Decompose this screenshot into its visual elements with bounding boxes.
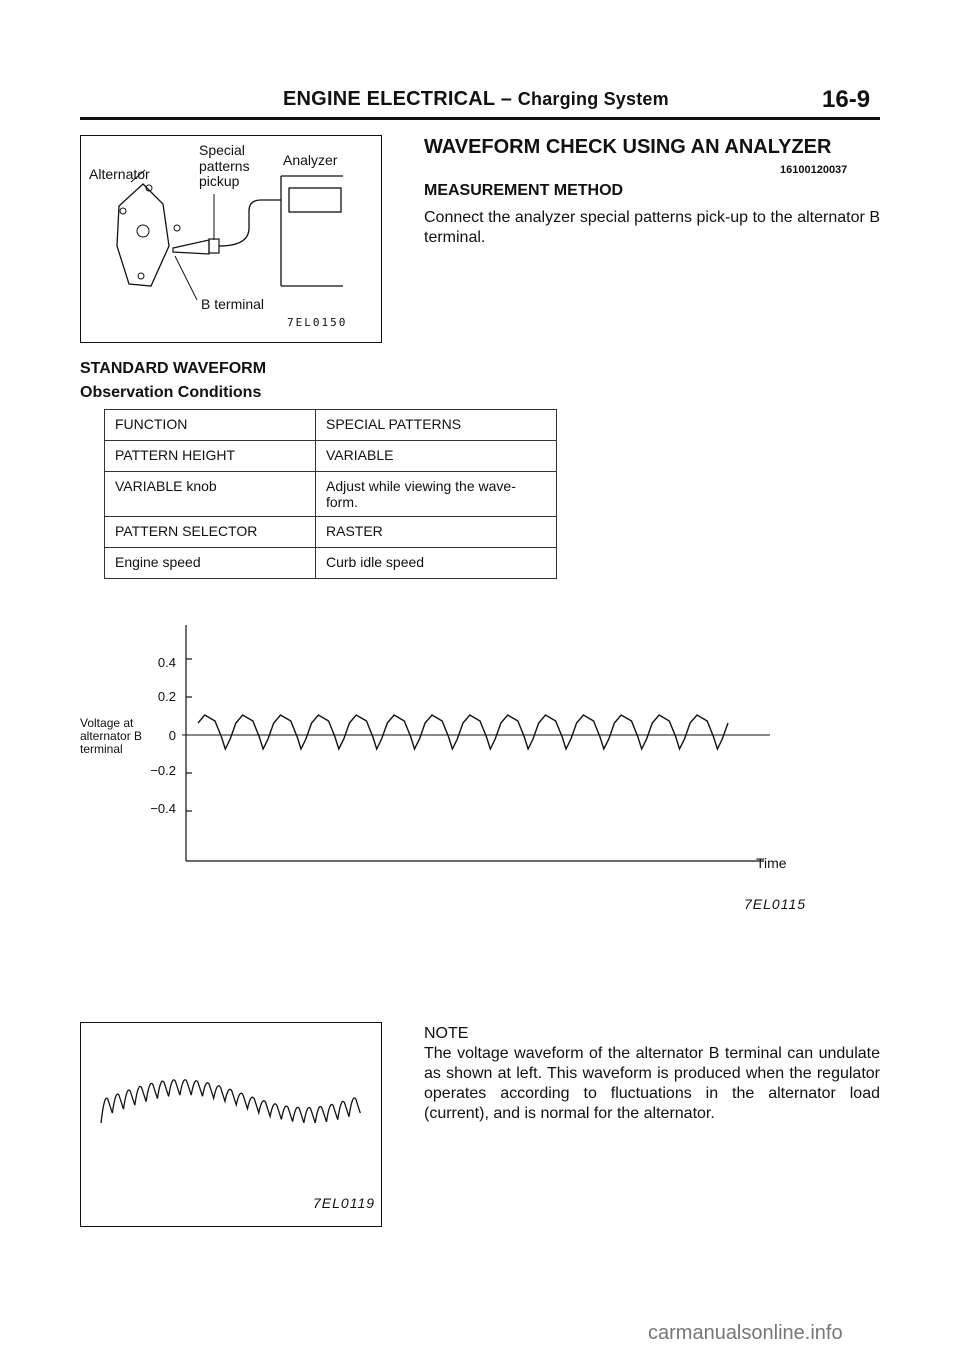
standard-waveform-heading: STANDARD WAVEFORM	[80, 360, 267, 377]
section-code: 16100120037	[780, 164, 848, 176]
table-row	[105, 548, 557, 579]
footer-watermark: carmanualsonline.info	[648, 1322, 843, 1344]
table-cell-value: SPECIAL PATTERNS	[316, 410, 557, 441]
table-row	[105, 472, 557, 517]
waveform-series-line	[198, 715, 728, 749]
figure3-code: 7EL0119	[313, 1195, 376, 1211]
conditions-table	[104, 409, 557, 579]
y-tick-label: 0.4	[157, 655, 176, 670]
table-row	[105, 517, 557, 548]
undulating-waveform-figure	[80, 1022, 382, 1227]
y-tick-label: −0.2	[150, 763, 176, 778]
header-divider	[80, 117, 880, 120]
y-tick-label: 0	[168, 728, 176, 743]
page-header-title	[283, 88, 669, 111]
undulating-waveform-line	[101, 1080, 360, 1123]
section-title-waveform-check: WAVEFORM CHECK USING AN ANALYZER	[424, 136, 832, 158]
figure1-code: 7EL0150	[287, 316, 348, 329]
header-title-text: ENGINE ELECTRICAL	[283, 88, 495, 110]
chart-code: 7EL0115	[744, 896, 807, 912]
table-cell-item: Engine speed	[105, 548, 316, 579]
note-text: The voltage waveform of the alternator B terminal can undulate as shown at left. This waveform is produced when the regulator operates according to fluctuations in the alternator load (current), and is normal for the alternator.	[424, 1045, 880, 1122]
x-axis-label: Time	[756, 855, 787, 871]
header-dash: –	[500, 88, 513, 110]
analyzer-label: Analyzer	[283, 152, 338, 168]
y-tick-label: 0.2	[157, 689, 176, 704]
measurement-method-heading: MEASUREMENT METHOD	[424, 182, 624, 199]
waveform-svg	[80, 615, 820, 875]
page-number: 16-9	[822, 86, 871, 113]
y-axis-label: Voltage at alternator B terminal	[80, 716, 143, 756]
table-cell-item: FUNCTION	[105, 410, 316, 441]
alternator-pulley	[137, 225, 149, 237]
note-heading: NOTE	[424, 1025, 469, 1042]
y-tick-label: −0.4	[150, 801, 176, 816]
table-cell-item: VARIABLE knob	[105, 472, 316, 517]
special-label-2: patterns	[199, 158, 250, 174]
conditions-table-wrapper	[104, 409, 557, 579]
analyzer-screen	[289, 188, 341, 212]
standard-waveform-chart	[80, 615, 820, 875]
alternator-label: Alternator	[89, 166, 150, 182]
table-cell-value: RASTER	[316, 517, 557, 548]
table-cell-value: Adjust while viewing the wave-form.	[316, 472, 557, 517]
alternator-outline	[117, 184, 169, 286]
pickup-clamp	[173, 240, 209, 254]
connection-diagram	[80, 135, 382, 343]
observation-conditions-heading: Observation Conditions	[80, 384, 262, 401]
table-row	[105, 441, 557, 472]
table-cell-value: VARIABLE	[316, 441, 557, 472]
b-terminal-label: B terminal	[201, 296, 265, 312]
table-cell-item: PATTERN HEIGHT	[105, 441, 316, 472]
special-label-1: Special	[199, 142, 245, 158]
table-cell-item: PATTERN SELECTOR	[105, 517, 316, 548]
header-subtitle: Charging System	[517, 89, 669, 109]
table-cell-value: Curb idle speed	[316, 548, 557, 579]
measurement-method-text: Connect the analyzer special patterns pick-up to the alternator B terminal.	[424, 209, 880, 246]
table-row	[105, 410, 557, 441]
pickup-cable	[219, 200, 281, 246]
b-terminal-leader	[175, 256, 197, 300]
special-label-3: pickup	[199, 173, 240, 189]
